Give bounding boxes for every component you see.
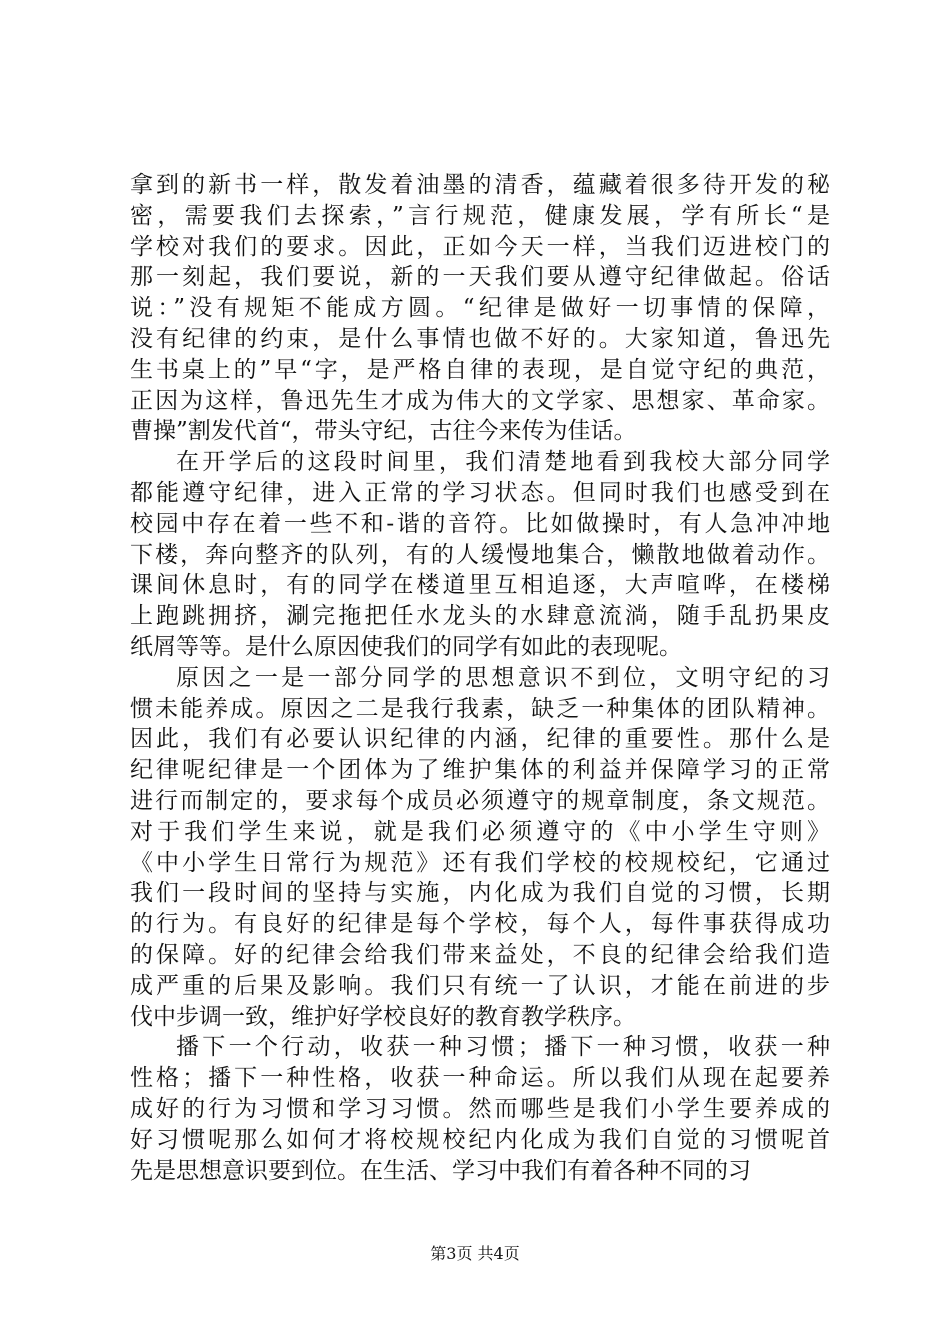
text-line: 的保障。好的纪律会给我们带来益处，不良的纪律会给我们造 (130, 941, 830, 968)
paragraph (130, 447, 830, 663)
text-line: 说：”没有规矩不能成方圆。“纪律是做好一切事情的保障， (130, 295, 830, 322)
text-line: 对于我们学生来说，就是我们必须遵守的《中小学生守则》 (130, 818, 830, 845)
text-line: 《中小学生日常行为规范》还有我们学校的校规校纪，它通过 (130, 849, 830, 876)
text-line: 那一刻起，我们要说，新的一天我们要从遵守纪律做起。俗话 (130, 264, 830, 291)
text-line: 上跑跳拥挤，涮完拖把任水龙头的水肆意流淌，随手乱扔果皮 (130, 603, 830, 630)
document-body (130, 170, 830, 1186)
text-line: 没有纪律的约束，是什么事情也做不好的。大家知道，鲁迅先 (130, 325, 830, 352)
text-line: 在开学后的这段时间里，我们清楚地看到我校大部分同学 (176, 449, 830, 476)
text-line: 性格；播下一种性格，收获一种命运。所以我们从现在起要养 (130, 1065, 830, 1092)
text-line: 成严重的后果及影响。我们只有统一了认识，才能在前进的步 (130, 972, 830, 999)
text-line: 先是思想意识要到位。在生活、学习中我们有着各种不同的习 (130, 1157, 751, 1184)
text-line: 因此，我们有必要认识纪律的内涵，纪律的重要性。那什么是 (130, 726, 830, 753)
text-line: 拿到的新书一样，散发着油墨的清香，蕴藏着很多待开发的秘 (130, 172, 830, 198)
text-line: 密，需要我们去探索，”言行规范，健康发展，学有所长“是 (130, 202, 830, 229)
text-line: 学校对我们的要求。因此，正如今天一样，当我们迈进校门的 (130, 233, 830, 260)
text-line: 成好的行为习惯和学习习惯。然而哪些是我们小学生要养成的 (130, 1095, 830, 1122)
page-footer: 第3页 共4页 (430, 1244, 520, 1263)
text-line: 进行而制定的，要求每个成员必须遵守的规章制度，条文规范。 (130, 787, 830, 814)
paragraph (130, 170, 830, 447)
text-line: 的行为。有良好的纪律是每个学校，每个人，每件事获得成功 (130, 911, 830, 938)
text-line: 播下一个行动，收获一种习惯；播下一种习惯，收获一种 (176, 1034, 830, 1061)
text-line: 伐中步调一致，维护好学校良好的教育教学秩序。 (130, 1003, 636, 1030)
text-line: 原因之一是一部分同学的思想意识不到位，文明守纪的习 (176, 664, 830, 691)
text-line: 曹操”割发代首“，带头守纪，古往今来传为佳话。 (130, 418, 637, 445)
text-line: 生书桌上的”早“字，是严格自律的表现，是自觉守纪的典范， (130, 356, 830, 383)
paragraph (130, 663, 830, 1033)
text-line: 纸屑等等。是什么原因使我们的同学有如此的表现呢。 (130, 633, 682, 660)
text-line: 课间休息时，有的同学在楼道里互相追逐，大声喧哗，在楼梯 (130, 572, 830, 599)
paragraph (130, 1032, 830, 1186)
text-line: 我们一段时间的坚持与实施，内化成为我们自觉的习惯，长期 (130, 880, 830, 907)
text-line: 正因为这样，鲁迅先生才成为伟大的文学家、思想家、革命家。 (130, 387, 830, 414)
text-line: 纪律呢纪律是一个团体为了维护集体的利益并保障学习的正常 (130, 757, 830, 784)
text-line: 下楼，奔向整齐的队列，有的人缓慢地集合，懒散地做着动作。 (130, 541, 830, 568)
text-line: 惯未能养成。原因之二是我行我素，缺乏一种集体的团队精神。 (130, 695, 830, 722)
text-line: 都能遵守纪律，进入正常的学习状态。但同时我们也感受到在 (130, 479, 830, 506)
text-line: 校园中存在着一些不和-谐的音符。比如做操时，有人急冲冲地 (130, 510, 830, 537)
text-line: 好习惯呢那么如何才将校规校纪内化成为我们自觉的习惯呢首 (130, 1126, 830, 1153)
